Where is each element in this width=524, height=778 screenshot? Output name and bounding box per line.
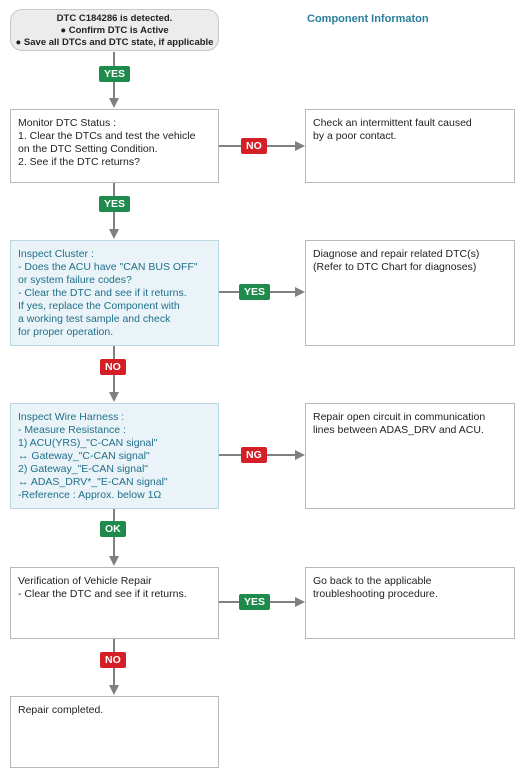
step-monitor-dtc-status: Monitor DTC Status : 1. Clear the DTCs and test the vehicle on the DTC Setting Condition. 2. See if the DTC returns? (10, 109, 219, 183)
label-down-ok: OK (100, 521, 126, 537)
step-verification: Verification of Vehicle Repair - Clear the DTC and see if it returns. (10, 567, 219, 639)
label-right-yes-1: YES (239, 284, 270, 300)
result-go-back: Go back to the applicable troubleshooting procedure. (305, 567, 515, 639)
result-diagnose-related-dtc: Diagnose and repair related DTC(s) (Refer to DTC Chart for diagnoses) (305, 240, 515, 346)
label-right-no: NO (241, 138, 267, 154)
label-right-ng: NG (241, 447, 267, 463)
step-repair-completed: Repair completed. (10, 696, 219, 768)
start-line-3: ● Save all DTCs and DTC state, if applicable (15, 37, 214, 48)
start-line-1: DTC C184286 is detected. (56, 13, 173, 24)
start-line-2: ● Confirm DTC is Active (60, 25, 169, 36)
label-down-no-2: NO (100, 652, 126, 668)
step-inspect-cluster: Inspect Cluster : - Does the ACU have "CAN BUS OFF" or system failure codes? - Clear the DTC and see if it returns. If yes, replace the Component with a working test sample and check for proper operation. (10, 240, 219, 346)
label-down-no-1: NO (100, 359, 126, 375)
label-down-yes-2: YES (99, 196, 130, 212)
component-info-header: Component Informaton (307, 13, 429, 25)
label-down-yes-1: YES (99, 66, 130, 82)
result-repair-open-circuit: Repair open circuit in communication lines between ADAS_DRV and ACU. (305, 403, 515, 509)
result-intermittent-fault: Check an intermittent fault caused by a poor contact. (305, 109, 515, 183)
step-inspect-wire-harness: Inspect Wire Harness : - Measure Resistance : 1) ACU(YRS)_"C-CAN signal" ↔ Gateway_"C-CAN signal" 2) Gateway_"E-CAN signal" ↔ ADAS_DRV*_"E-CAN signal" -Reference : Approx. below 1Ω (10, 403, 219, 509)
label-right-yes-2: YES (239, 594, 270, 610)
